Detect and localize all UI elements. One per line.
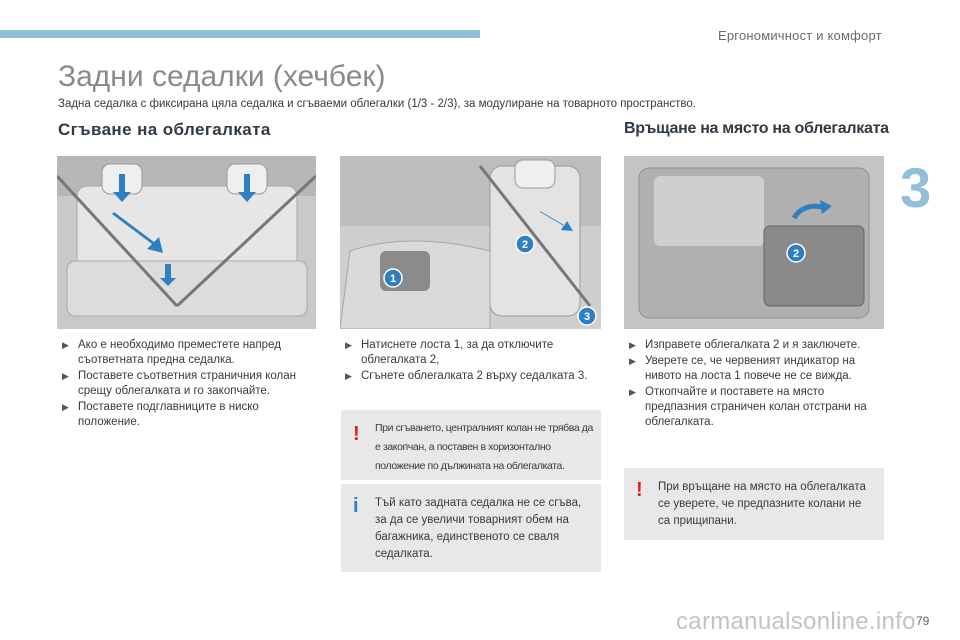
trunk-photo — [624, 156, 884, 329]
list-item: ▶ Откопчайте и поставете на място предпазния страничен колан отстрани на облегалката. — [629, 386, 867, 428]
watermark: carmanualsonline.info — [676, 608, 916, 635]
section-header: Ергономичност и комфорт — [718, 28, 882, 43]
list-item: ▶ Поставете съответния страничния колан срещу облегалката и го закопчайте. — [62, 370, 297, 397]
page-title: Задни седалки (хечбек) — [58, 60, 386, 93]
warning-text: При сгъването, централният колан не трябва да е закопчан, а поставен в хоризонтално положение по дължината на облегалката. — [375, 422, 593, 472]
return-warning-note — [624, 468, 884, 540]
list-item: ▶ Ако е необходимо преместете напред съответната предна седалка. — [62, 339, 281, 366]
callout-2-label: 2 — [792, 248, 800, 260]
chapter-number: 3 — [900, 156, 932, 219]
folding-section-title: Сгъване на облегалката — [58, 120, 271, 139]
arrow-bullet-icon: ▶ — [62, 371, 69, 381]
info-note — [341, 484, 601, 572]
intro-text: Задна седалка с фиксирана цяла седалка и сгъваеми облегалки (1/3 - 2/3), за модулиране на товарното пространство. — [58, 98, 696, 110]
header-accent-bar — [0, 30, 480, 38]
rear-seat-photo — [57, 156, 316, 329]
callout-2-label: 2 — [521, 239, 529, 251]
warning-icon: ! — [353, 423, 360, 445]
folding-steps — [58, 338, 308, 431]
return-section-title: Връщане на място на облегалката — [624, 120, 889, 137]
arrow-bullet-icon: ▶ — [345, 371, 352, 381]
list-item: ▶ Натиснете лоста 1, за да отключите облегалката 2, — [345, 339, 554, 366]
list-item: ▶ Изправете облегалката 2 и я заключете. — [629, 339, 861, 351]
list-item: ▶ Уверете се, че червеният индикатор на нивото на лоста 1 повече не се вижда. — [629, 355, 856, 382]
page-number: 79 — [916, 614, 930, 628]
arrow-bullet-icon: ▶ — [629, 387, 636, 397]
info-icon: i — [353, 495, 359, 517]
list-item: ▶ Сгънете облегалката 2 върху седалката 3. — [345, 370, 588, 382]
arrow-bullet-icon: ▶ — [62, 340, 69, 350]
warning-text: При връщане на място на облегалката се уверете, че предпазните колани не са прищипани. — [658, 481, 866, 527]
warning-icon: ! — [636, 479, 643, 501]
callout-1-label: 1 — [389, 273, 397, 285]
arrow-bullet-icon: ▶ — [62, 402, 69, 412]
list-item: ▶ Поставете подглавниците в ниско положение. — [62, 401, 259, 428]
belt-warning-note — [341, 410, 601, 480]
arrow-bullet-icon: ▶ — [629, 340, 636, 350]
info-text: Тъй като задната седалка не се сгъва, за да се увеличи товарният обем на багажника, единственото се сваля седалката. — [375, 497, 582, 560]
lever-steps — [341, 338, 603, 385]
arrow-bullet-icon: ▶ — [345, 340, 352, 350]
callout-3-label: 3 — [583, 311, 591, 323]
lever-photo — [340, 156, 601, 329]
arrow-bullet-icon: ▶ — [629, 356, 636, 366]
return-steps — [625, 338, 887, 431]
